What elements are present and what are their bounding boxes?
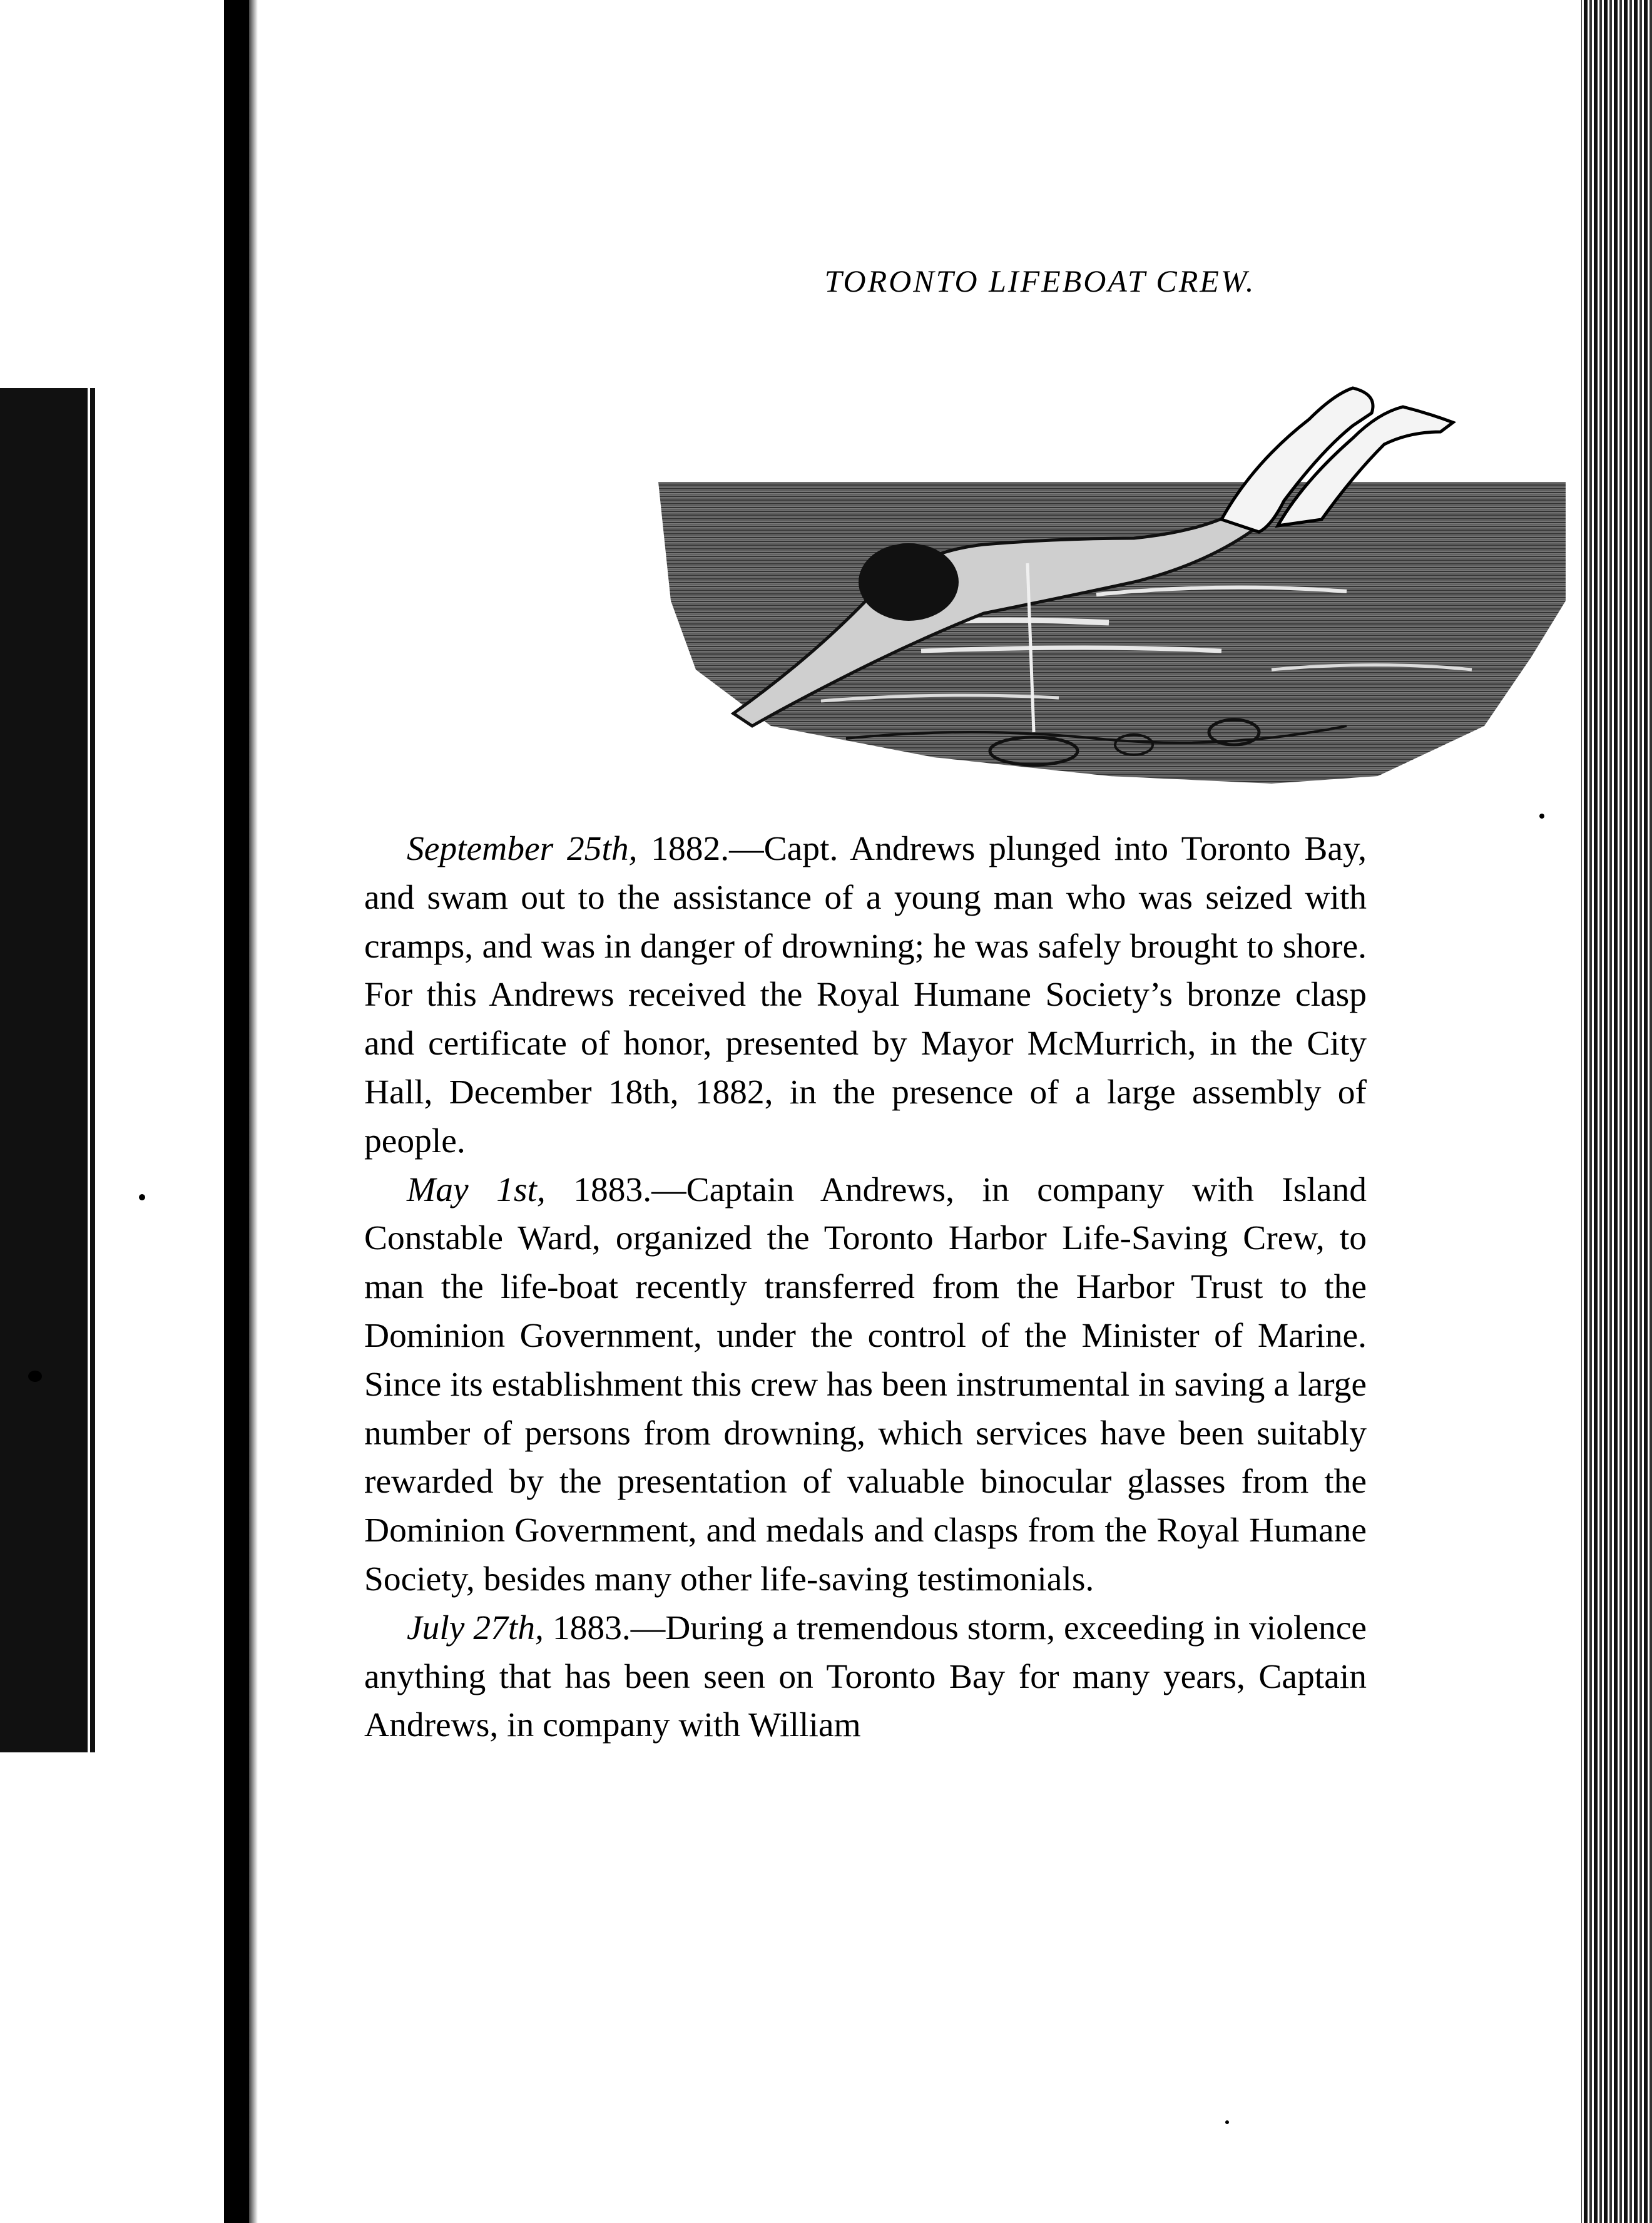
running-title: TORONTO LIFEBOAT CREW.: [824, 263, 1256, 299]
book-page: [258, 0, 1572, 2223]
scan-speck: [1539, 814, 1544, 819]
paragraph-1883-may: [364, 1166, 1367, 1604]
running-head: [608, 263, 1622, 307]
facing-page-plate: [0, 388, 90, 1752]
paragraph-text: 1883.—During a tremendous storm, exceeding in violence anything that has been seen on Toronto Bay for many years, Captain Andrews, in company with William: [364, 1608, 1367, 1745]
facing-page-fragment: [0, 0, 235, 2223]
paragraph-1882-september: [364, 825, 1367, 1166]
scan-speck: [139, 1194, 145, 1200]
body-text: [364, 825, 1367, 1750]
paragraph-text: 1882.—Capt. Andrews plunged into Toronto Bay, and swam out to the assistance of a young man who was seized with cramps, and was in danger of drowning; he was safely brought to shore. For this Andrews received the Royal Humane Society’s bronze clasp and certificate of honor, presented by Mayor McMurrich, in the City Hall, December 18th, 1882, in the presence of a large assembly of people.: [364, 830, 1367, 1160]
paragraph-date: July 27th,: [407, 1608, 544, 1647]
scan-speck: [28, 1371, 42, 1382]
swimmer-rescue-engraving-icon: [658, 376, 1572, 789]
gutter-shadow: [249, 0, 258, 2223]
paragraph-1883-july: [364, 1604, 1367, 1750]
scan-speck: [1225, 2120, 1229, 2124]
book-gutter: [224, 0, 249, 2223]
paragraph-text: 1883.—Captain Andrews, in company with Island Constable Ward, organized the Toronto Harbor Life-Saving Crew, to man the life-boat recently transferred from the Harbor Trust to the Dominion Government, under the control of the Minister of Marine. Since its establishment this crew has been instrumental in saving a large number of persons from drowning, which services have been suitably rewarded by the presentation of valuable binocular glasses from the Dominion Government, and medals and clasps from the Royal Humane Society, besides many other life-saving testimonials.: [364, 1170, 1367, 1598]
paragraph-date: May 1st,: [407, 1170, 546, 1209]
page-edge-margin: [1574, 0, 1581, 2223]
paragraph-date: September 25th,: [407, 830, 638, 868]
page-stack-edges: [1574, 0, 1652, 2223]
